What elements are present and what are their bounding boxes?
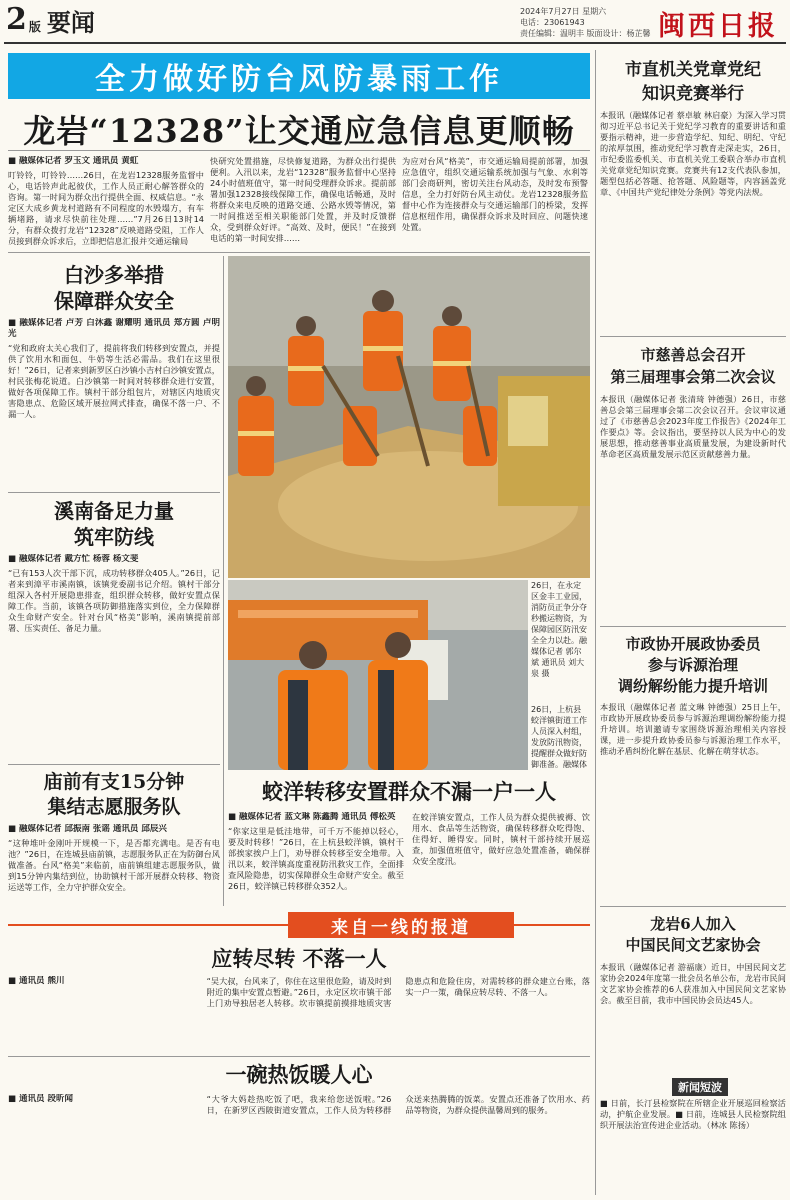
dang-title-line1: 市直机关党章党纪 (625, 60, 761, 80)
jiaoyang-col2 (412, 812, 590, 906)
topic-banner (8, 53, 590, 99)
section-band-text: 来自一线的报道 (331, 917, 471, 938)
column-divider (223, 256, 224, 906)
paper-logo: 闽西日报 (658, 11, 778, 42)
yingzhuan-headline: 应转尽转 不落一人 (211, 946, 387, 971)
page-meta (520, 6, 651, 39)
cishan-headline (600, 344, 786, 388)
wenyi-title-line2: 中国民间文艺家协会 (625, 936, 761, 954)
divider (8, 492, 220, 493)
masthead (0, 0, 790, 42)
divider (600, 906, 786, 907)
edition-number: 2 (6, 2, 27, 37)
lead-col3-text: 为应对台风“格美”，市交通运输局提前部署，加强应急值守，组织交通运输系统加强与气象、水利等部门会商研判，密切关注台风动态，及时发布预警信息，全力打好防台风主动仗。龙岩12328服务监督中心作为连接群众与交通运输部门的桥梁，发挥信息枢纽作用，确保群众诉求及时回应、问题快速处置。 (402, 156, 588, 232)
lead-col2-text: 快研究处置措施，尽快修复道路，为群众出行提供便利。入汛以来，龙岩“12328”服务监督中心坚持24小时值班值守，第一时间受理群众诉求。提前部署加强12328接线保障工作，确保电话畅通，及时将群众来电反映的道路交通、公路水毁等情况，第一时间推送至相关职能部门处置，并及时反馈群众，受到群众好评。“高效、及时，便民！”在接到电话的第一时间安排…… (210, 156, 396, 243)
cishan-title-line1: 市慈善总会召开 (640, 346, 746, 364)
zhengxie-body: 本报讯（融媒体记者 蓝文琳 钟德强）25日上午，市政协开展政协委员参与诉源治理调纷解纷能力提升培训。培训邀请专家围绕诉源治理相关内容授课，进一步提升政协委员参与诉源治理工作水平，推动矛盾纠纷化解在基层、化解在萌芽状态。 (600, 702, 786, 756)
yingzhuan-byline: ■ 通讯员 熊川 (8, 976, 65, 986)
divider (8, 924, 288, 926)
column-divider (595, 50, 596, 1195)
baisha-title-line1: 白沙多举措 (64, 263, 164, 287)
lead-byline: ■ 融媒体记者 罗玉文 通讯员 黄虹 (8, 156, 139, 166)
news-quick-body: ■ 日前，长汀县检察院在所辖企业开展巡回检察活动，护航企业发展。■ 日前，连城县人民检察院组织开展法治宣传进企业活动。（林冰 陈扬） (600, 1098, 786, 1130)
date-line: 2024年7月27日 星期六 (520, 7, 607, 16)
lead-col1-text: 叮铃铃，叮铃铃……26日，在龙岩12328服务监督中心，电话铃声此起彼伏，工作人员正耐心解答群众的咨询。第一时间为群众出行提供全面、权威信息。“永定区大成乡黄龙村道路有不同程度的水毁塌方，有车辆堵路，请求尽快前往处理……”7月26日13时14分，有群众拨打龙岩“12328”反映道路受阻，工作人员接到群众诉求后，立即把信息汇报并交通运输局 (8, 170, 204, 246)
lead-col1 (8, 156, 204, 248)
wenyi-body: 本报讯（融媒体记者 游福康）近日，中国民间文艺家协会2024年度第一批会员名单公布，龙岩市民间文艺家协会推荐的6人获准加入中国民间文艺家协会。截至目前，我市中国民协会员达45人。 (600, 962, 786, 1005)
jiaoyang-col1 (228, 812, 404, 906)
divider (8, 252, 590, 253)
masthead-rule (4, 42, 786, 44)
miaoqian-body (8, 824, 220, 906)
zhengxie-headline (600, 634, 786, 697)
baisha-text: “党和政府太关心我们了，提前将我们转移到安置点，并提供了饮用水和面包、牛奶等生活必需品。我们在这里很好！”26日，记者来到新罗区白沙镇小吉村白沙镇安置点，村民张梅花说道。白沙镇第一时间对转移群众进行安置，做好各项保障工作。镇村干部分组包片，对辖区内地质灾害隐患点、危险区域开展拉网式排查，确保不落一户、不漏一人。 (8, 343, 220, 419)
banner-text: 全力做好防台风防暴雨工作 (95, 62, 503, 97)
jiaoyang-col2-text: 在蛟洋镇安置点，工作人员为群众提供被褥、饮用水、食品等生活物资，确保转移群众吃得饱、住得好、睡得安。同时，镇村干部持续开展巡查，加强值班值守，做好应急处置准备，确保群众安全度汛。 (412, 812, 590, 866)
cishan-body: 本报讯（融媒体记者 张清琦 钟德强）26日，市慈善总会第三届理事会第二次会议召开。会议审议通过了《市慈善总会2023年度工作报告》《2024年工作要点》等。会议指出，要坚持以人民为中心的发展思想，推动慈善事业高质量发展，为建设新时代革命老区高质量发展示范区贡献慈善力量。 (600, 394, 786, 459)
news-quick-title: 新闻短波 (672, 1078, 728, 1096)
xinan-byline: ■ 融媒体记者 戴方忙 杨蓉 杨文斐 (8, 554, 139, 564)
dang-headline (600, 58, 786, 106)
zhengxie-title-line3: 调纷解纷能力提升培训 (617, 677, 768, 695)
miaoqian-title-line2: 集结志愿服务队 (47, 796, 181, 818)
zhengxie-title-line2: 参与诉源治理 (647, 656, 738, 674)
xinan-headline (8, 498, 220, 550)
baisha-title-line2: 保障群众安全 (54, 289, 174, 313)
divider (8, 764, 220, 765)
reshifan-text: “大爷大妈趁热吃饭了吧，我来给您送饭啦。”26日，在新罗区西陂街道安置点，工作人员为转移群众送来热腾腾的饭菜。安置点还准备了饮用水、药品等物资，为群众提供温馨周到的服务。 (206, 1094, 590, 1115)
dang-body: 本报讯（融媒体记者 蔡卓敏 林启豪）为深入学习贯彻习近平总书记关于党纪学习教育的重要讲话和重要指示精神，进一步营造学纪、知纪、明纪、守纪的浓厚氛围，推动党纪学习教育走深走实，26日，市纪委监委机关、市直机关党工委联合举办市直机关党章党纪知识竞赛。竞赛共有12支代表队参加，题型包括必答题、抢答题、风险题等，内容涵盖党章、《中国共产党纪律处分条例》等党内法规。 (600, 110, 786, 197)
reshifan-body (8, 1094, 590, 1194)
photo1-caption: 26日，在永定区金丰工业园，消防员正争分夺秒搬运物资，为保障园区防汛安全全力以赴。融媒体记者 郭尔斌 通讯员 刘大泉 摄 (531, 581, 587, 678)
yingzhuan-text: “吴大叔，台风来了，你住在这里很危险，请及时到附近的集中安置点暂避。”26日，永定区坎市镇干部上门劝导独居老人转移。坎市镇提前摸排地质灾害隐患点和危险住房，对需转移的群众建立台账，落实一户一策，确保应转尽转、不落一人。 (206, 976, 590, 1008)
edition-ban: 版 (28, 19, 41, 34)
cishan-title-line2: 第三届理事会第二次会议 (610, 368, 776, 386)
dang-title-line2: 知识竞赛举行 (642, 84, 744, 104)
jiaoyang-byline: ■ 融媒体记者 蓝文琳 陈鑫腾 通讯员 傅松英 (228, 812, 396, 822)
reshifan-headline: 一碗热饭暖人心 (225, 1062, 373, 1087)
phone-line: 电话：23061943 (520, 18, 585, 27)
jiaoyang-headline: 蛟洋转移安置群众不漏一户一人 (262, 779, 556, 804)
editors-line: 责任编辑：温明丰 版面设计：杨芷馨 (520, 29, 651, 38)
divider (8, 150, 590, 151)
xinan-body (8, 554, 220, 754)
xinan-title-line1: 溪南备足力量 (54, 499, 174, 523)
flood-prevention-photo (228, 256, 590, 578)
section-name: 要闻 (46, 8, 95, 37)
baisha-body (8, 318, 220, 488)
xinan-text: “已有153人次干部下沉，成功转移群众405人。”26日，记者来到漳平市溪南镇，该镇党委副书记介绍。镇村干部分组深入各村开展隐患排查，组织群众转移，做好安置点保障工作。当前，该镇各项防御措施落实到位，全力保障群众生命财产安全。针对台风“格美”影响，溪南镇提前部署、压实责任、备足力量。 (8, 568, 220, 633)
miaoqian-title-line1: 庙前有支15分钟 (43, 771, 185, 793)
wenyi-title-line1: 龙岩6人加入 (650, 915, 736, 933)
yingzhuan-body (8, 976, 590, 1050)
section-band (288, 912, 514, 938)
divider (600, 626, 786, 627)
divider (600, 336, 786, 337)
photo2-caption: 26日，上杭县蛟洋镇街道工作人员深入村组，发放防汛物资，提醒群众做好防御准备。融媒体 (531, 705, 587, 769)
divider (514, 924, 590, 926)
rescue-team-photo (228, 580, 528, 770)
lead-col2 (210, 156, 396, 248)
edition-label (6, 4, 95, 36)
lead-headline: 龙岩“12328”让交通应急信息更顺畅 (23, 112, 575, 150)
divider (8, 1056, 590, 1057)
wenyi-headline (600, 914, 786, 956)
zhengxie-title-line1: 市政协开展政协委员 (625, 635, 761, 653)
lead-col3 (402, 156, 588, 248)
miaoqian-headline (8, 770, 220, 820)
jiaoyang-col1-text: “你家这里是低洼地带，可千万不能掉以轻心，要及时转移！”26日，在上杭县蛟洋镇，镇村干部挨家挨户上门，劝导群众转移至安全地带。入汛以来，蛟洋镇高度重视防汛救灾工作，全面排查风险隐患，切实保障群众生命财产安全。截至26日，蛟洋镇已转移群众352人。 (228, 826, 404, 891)
rescue-workers-with-life-jackets-image (228, 580, 528, 770)
miaoqian-text: “这种堆叶金刚叶开规模一下，是否都充满电。是否有电池？”26日，在连城县庙前镇，志愿服务队正在为防御台风做准备。台风“格美”来临前，庙前镇组建志愿服务队，做到15分钟内集结到位，协助镇村干部开展群众转移、物资运送等工作，全力守护群众安全。 (8, 838, 220, 892)
baisha-byline: ■ 融媒体记者 卢芳 白沐鑫 谢耀明 通讯员 郑方圆 卢明光 (8, 318, 220, 339)
xinan-title-line2: 筑牢防线 (74, 525, 154, 549)
baisha-headline (8, 262, 220, 314)
firefighters-shoveling-grain-image (228, 256, 590, 578)
miaoqian-byline: ■ 融媒体记者 邱振南 张谣 通讯员 邱辰兴 (8, 824, 167, 834)
reshifan-byline: ■ 通讯员 段昕闻 (8, 1094, 73, 1104)
